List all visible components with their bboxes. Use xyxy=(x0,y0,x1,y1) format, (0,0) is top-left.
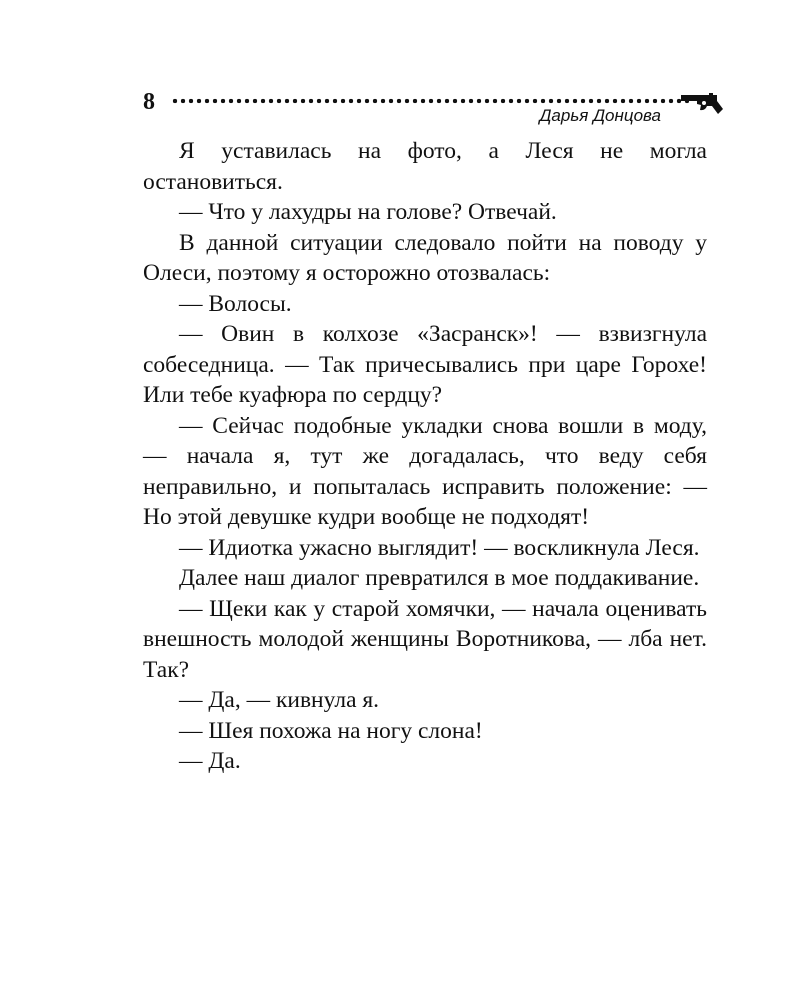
dot-leader xyxy=(171,98,689,104)
paragraph: Я уставилась на фото, а Леся не могла остановиться. xyxy=(143,138,707,195)
paragraph: — Овин в колхозе «Засранск»! — взвизгнула собеседница. — Так причесывались при царе Горохе! Или тебе куафюра по сердцу? xyxy=(143,321,707,408)
paragraph: — Шея похожа на ногу слона! xyxy=(179,717,483,744)
paragraph: — Что у лахудры на голове? Отвечай. xyxy=(179,199,557,225)
revolver-icon xyxy=(679,92,727,116)
paragraph: — Волосы. xyxy=(179,290,292,317)
author-name: Дарья Донцова xyxy=(539,106,661,125)
paragraph: — Щеки как у старой хомячки, — начала оценивать внешность молодой женщины Воротникова, — лба нет. Так? xyxy=(143,595,707,683)
paragraph: — Сейчас подобные укладки снова вошли в моду, — начала я, тут же догадалась, что веду себя неправильно, и попыталась исправить положение: — Но этой девушке кудри вообще не подходят! xyxy=(143,412,707,530)
paragraph: Далее наш диалог превратился в мое поддакивание. xyxy=(179,565,700,591)
running-header xyxy=(143,86,723,130)
body-text xyxy=(143,136,707,777)
paragraph: — Да. xyxy=(179,748,241,774)
paragraph: В данной ситуации следовало пойти на поводу у Олеси, поэтому я осторожно отозвалась: xyxy=(143,229,707,286)
paragraph: — Да, — кивнула я. xyxy=(179,687,380,713)
paragraph: — Идиотка ужасно выглядит! — воскликнула Леся. xyxy=(179,534,700,561)
page-number: 8 xyxy=(143,89,155,115)
